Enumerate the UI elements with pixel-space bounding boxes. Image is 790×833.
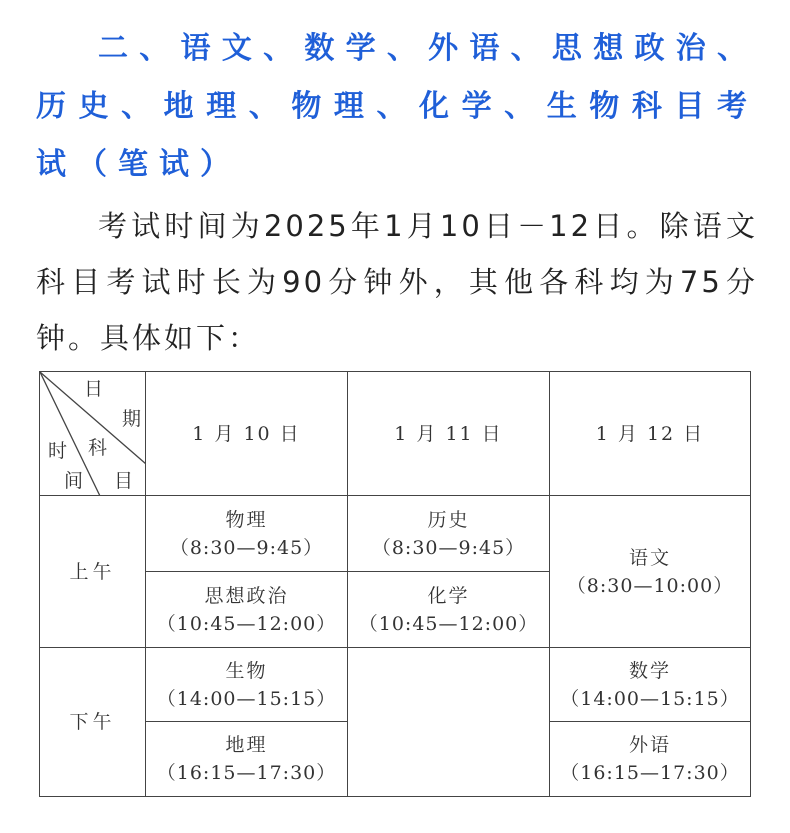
- exam-cell-day1-pm1: [146, 648, 348, 722]
- exam-subject: 外语: [628, 734, 671, 756]
- exam-time: （10:45—12:00）: [156, 612, 337, 635]
- period-morning: 上午: [40, 496, 146, 648]
- exam-time: （16:15—17:30）: [560, 762, 740, 784]
- corner-date-char-1: 日: [84, 378, 104, 400]
- table-row: [40, 496, 751, 572]
- corner-header-cell: [40, 372, 146, 496]
- corner-subject-char-2: 目: [114, 470, 134, 492]
- exam-time: （14:00—15:15）: [560, 687, 740, 710]
- exam-subject: 思想政治: [204, 584, 289, 607]
- corner-time-char-2: 间: [64, 470, 84, 492]
- date-header-2: 1 月 11 日: [348, 372, 550, 496]
- exam-time: （14:00—15:15）: [156, 687, 337, 710]
- exam-time: （16:15—17:30）: [156, 762, 337, 784]
- exam-subject: 化学: [427, 584, 470, 607]
- exam-cell-day2-pm-empty: [348, 648, 550, 797]
- corner-time-char-1: 时: [48, 440, 68, 462]
- exam-time: （8:30—10:00）: [566, 574, 734, 597]
- exam-time-paragraph: 考试时间为2025年1月10日－12日。除语文科目考试时长为90分钟外，其他各科均为75分钟。具体如下：: [36, 209, 758, 355]
- exam-cell-day1-am2: [146, 572, 348, 648]
- exam-cell-day3-pm1: [550, 648, 751, 722]
- exam-subject: 物理: [225, 508, 268, 531]
- exam-subject: 生物: [225, 659, 268, 682]
- exam-subject: 数学: [628, 659, 671, 682]
- exam-subject: 语文: [628, 546, 671, 569]
- exam-time: （8:30—9:45）: [371, 536, 526, 559]
- date-header-1: 1 月 10 日: [146, 372, 348, 496]
- corner-date-char-2: 期: [122, 408, 142, 430]
- period-afternoon: 下午: [40, 648, 146, 797]
- exam-cell-day3-pm2: [550, 722, 751, 797]
- exam-time: （8:30—9:45）: [169, 536, 324, 559]
- exam-schedule-table: [39, 371, 751, 797]
- corner-subject-char-1: 科: [88, 437, 108, 459]
- exam-cell-day1-pm2: [146, 722, 348, 797]
- exam-subject: 历史: [427, 508, 470, 531]
- date-header-3: 1 月 12 日: [550, 372, 751, 496]
- table-header-row: [40, 372, 751, 496]
- exam-cell-day1-am1: [146, 496, 348, 572]
- exam-time: （10:45—12:00）: [358, 612, 539, 635]
- section-heading: 二、语文、数学、外语、思想政治、历史、地理、物理、化学、生物科目考试（笔试）: [36, 31, 758, 182]
- exam-cell-day2-am1: [348, 496, 550, 572]
- exam-subject: 地理: [225, 734, 268, 756]
- exam-cell-day3-am: [550, 496, 751, 648]
- table-row: [40, 648, 751, 722]
- exam-cell-day2-am2: [348, 572, 550, 648]
